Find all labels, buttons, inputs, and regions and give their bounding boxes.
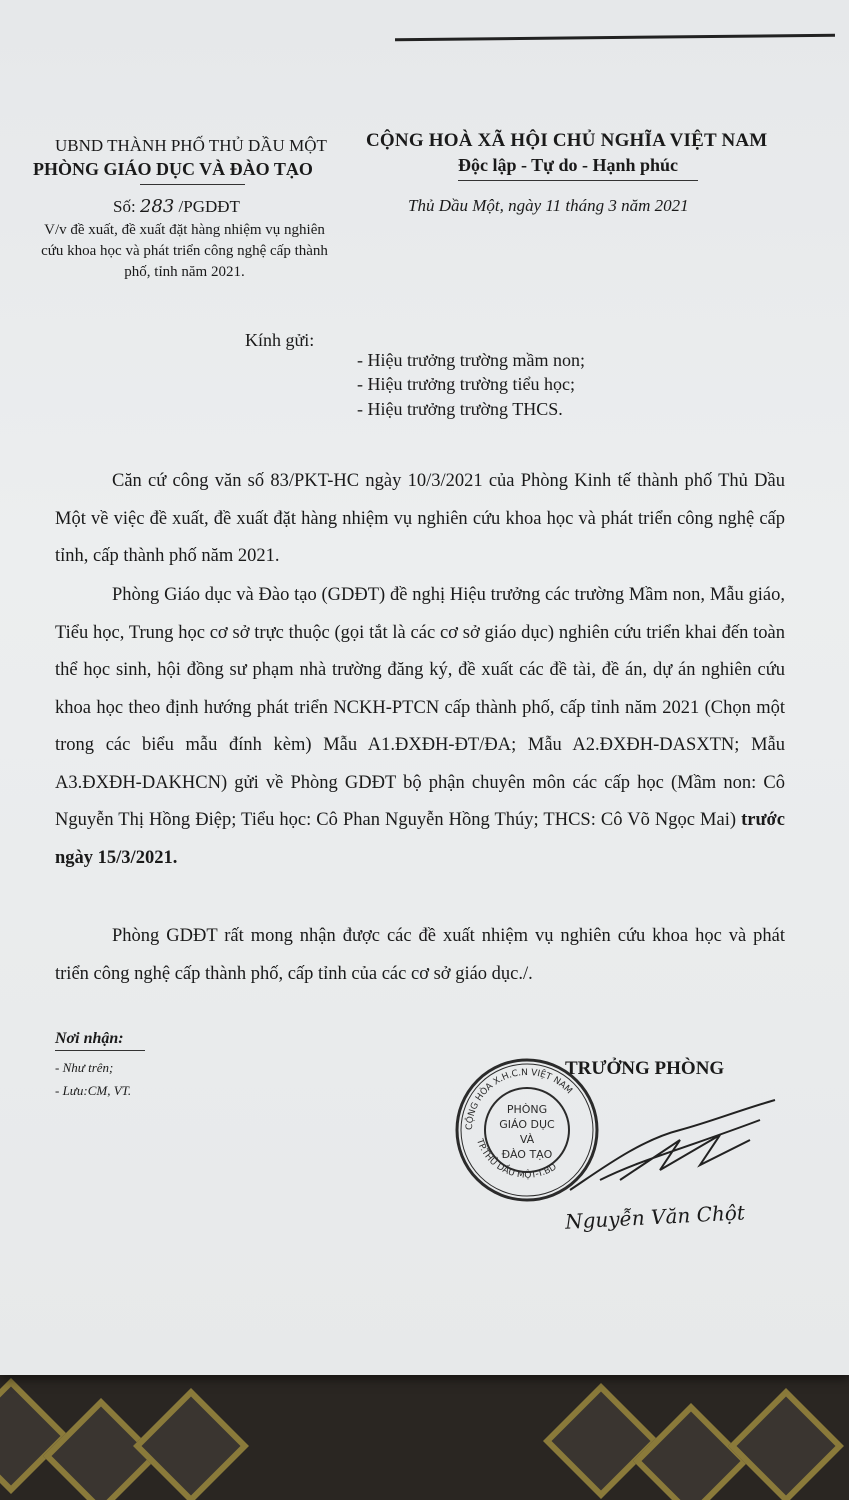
- department-name: PHÒNG GIÁO DỤC VÀ ĐÀO TẠO: [33, 159, 313, 179]
- motto-underline: [458, 180, 698, 181]
- handwritten-number: 283: [139, 196, 175, 217]
- document-date: Thủ Dầu Một, ngày 11 tháng 3 năm 2021: [408, 196, 689, 215]
- page-edge-line: [395, 34, 835, 42]
- body-paragraph-1: Căn cứ công văn số 83/PKT-HC ngày 10/3/2021 của Phòng Kinh tế thành phố Thủ Dầu Một về việc đề xuất, đề xuất đặt hàng nhiệm vụ nghiên cứu khoa học và phát triển công nghệ cấp tỉnh, cấp thành phố năm 2021.: [55, 471, 785, 566]
- deadline-text: trước ngày 15/3/2021.: [55, 810, 786, 868]
- svg-text:CỘNG HÒA X.H.C.N VIỆT NAM: CỘNG HÒA X.H.C.N VIỆT NAM: [464, 1067, 574, 1131]
- agency-name: UBND THÀNH PHỐ THỦ DẦU MỘT: [55, 136, 327, 155]
- recipients-label: Nơi nhận:: [55, 1030, 124, 1047]
- footer-recipient: - Lưu:CM, VT.: [55, 1083, 132, 1098]
- recipient-item: - Hiệu trưởng trường mầm non;: [357, 350, 586, 370]
- signer-title: TRƯỞNG PHÒNG: [565, 1058, 725, 1079]
- svg-text:TP.THỦ DẦU MỘT-T.BD: TP.THỦ DẦU MỘT-T.BD: [474, 1137, 559, 1181]
- signer-name: Nguyễn Văn Chột: [564, 1200, 746, 1234]
- recipient-item: - Hiệu trưởng trường tiểu học;: [357, 374, 576, 394]
- department-underline: [140, 184, 245, 185]
- body-paragraph-2: Phòng Giáo dục và Đào tạo (GDĐT) đề nghị Hiệu trưởng các trường Mầm non, Mẫu giáo, Tiểu học, Trung học cơ sở trực thuộc (gọi tắt là các cơ sở giáo dục) nghiên cứu triển khai đến toàn thể học sinh, hội đồng sư phạm nhà trường đăng ký, đề xuất các đề tài, đề án, dự án nghiên cứu khoa học theo định hướng phát triển NCKH-PTCN cấp thành phố, cấp tỉnh năm 2021 (Chọn một trong các biểu mẫu đính kèm) Mẫu A1.ĐXĐH-ĐT/ĐA; Mẫu A2.ĐXĐH-DASXTN; Mẫu A3.ĐXĐH-DAKHCN) gửi về Phòng GDĐT bộ phận chuyên môn các cấp học (Mầm non: Cô Nguyễn Thị Hồng Điệp; Tiểu học: Cô Phan Nguyễn Hồng Thúy; THCS: Cô Võ Ngọc Mai) trước ngày 15/3/2021.: [55, 585, 786, 868]
- document-number: Số: 283 /PGDĐT: [113, 196, 240, 217]
- svg-text:ĐÀO TẠO: ĐÀO TẠO: [501, 1148, 553, 1161]
- svg-text:VÀ: VÀ: [519, 1133, 535, 1146]
- svg-text:GIÁO DỤC: GIÁO DỤC: [499, 1118, 555, 1131]
- svg-text:PHÒNG: PHÒNG: [506, 1103, 548, 1116]
- body-paragraph-3: Phòng GDĐT rất mong nhận được các đề xuất nhiệm vụ nghiên cứu khoa học và phát triển công nghệ cấp thành phố, cấp tỉnh của các cơ sở giáo dục./.: [55, 926, 785, 984]
- floor-background: [0, 1375, 849, 1500]
- greeting-label: Kính gửi:: [245, 330, 315, 350]
- document-subject: V/v đề xuất, đề xuất đặt hàng nhiệm vụ nghiên cứu khoa học và phát triển công nghệ cấp thành phố, tỉnh năm 2021.: [41, 222, 328, 280]
- recipient-item: - Hiệu trưởng trường THCS.: [357, 399, 563, 419]
- recipients-underline: [55, 1050, 145, 1051]
- national-title: CỘNG HOÀ XÃ HỘI CHỦ NGHĨA VIỆT NAM: [366, 130, 768, 151]
- national-motto: Độc lập - Tự do - Hạnh phúc: [458, 155, 679, 175]
- footer-recipient: - Như trên;: [55, 1060, 114, 1075]
